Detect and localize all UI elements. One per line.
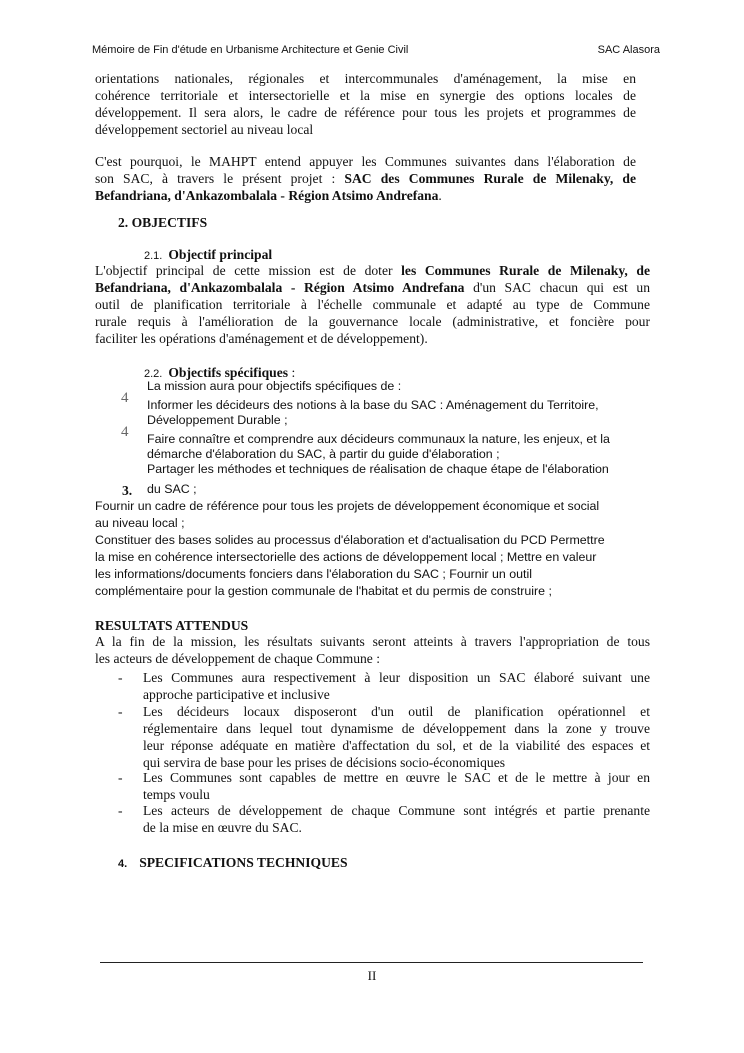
- text-line: [95, 279, 650, 296]
- text-line: les informations/documents fonciers dans l'élaboration du SAC ; Fournir un outil: [95, 567, 532, 581]
- spec-intro: La mission aura pour objectifs spécifiques de :: [147, 379, 402, 393]
- result-item-2: [143, 703, 650, 771]
- results-title: RESULTATS ATTENDUS: [95, 618, 249, 633]
- text-line: [95, 170, 636, 187]
- subsection-title: Objectifs spécifiques: [168, 365, 289, 380]
- list-dash: -: [118, 803, 123, 818]
- text-line: de la mise en œuvre du SAC.: [143, 820, 302, 835]
- bullet-glyph: 4: [121, 390, 129, 406]
- intro-paragraph-1: [95, 70, 636, 138]
- text-line: développement. Il sera alors, le cadre de référence pour tous les projets et programmes de: [95, 105, 636, 120]
- text-span: L'objectif principal de cette mission est de doter: [95, 263, 402, 278]
- text-line: Les Communes aura respectivement à leur disposition un SAC élaboré suivant une: [143, 670, 650, 685]
- section-4-heading: [118, 854, 348, 873]
- section-title: SPECIFICATIONS TECHNIQUES: [139, 855, 348, 870]
- results-intro: [95, 633, 650, 667]
- result-item-1: [143, 669, 650, 703]
- list-dash: -: [118, 770, 123, 785]
- text-line: démarche d'élaboration du SAC, à partir du guide d'élaboration ;: [147, 447, 500, 461]
- header-right: SAC Alasora: [597, 44, 660, 56]
- text-line: Les décideurs locaux disposeront d'un outil de planification opérationnel et: [143, 704, 650, 719]
- page-number: II: [367, 968, 377, 983]
- objectives-continuation: [95, 498, 605, 600]
- text-line: approche participative et inclusive: [143, 687, 330, 702]
- text-line: Les acteurs de développement de chaque Commune sont intégrés et partie prenante: [143, 803, 650, 818]
- text-line: Les Communes sont capables de mettre en œuvre le SAC et de le mettre à jour en: [143, 770, 650, 785]
- project-name-bold: SAC des Communes Rurale de Milenaky, de: [344, 171, 636, 186]
- section-number: 4.: [118, 858, 128, 870]
- intro-paragraph-2: [95, 153, 636, 204]
- text-line: faciliter les opérations d'aménagement et de développement).: [95, 331, 428, 346]
- text-line: [95, 262, 650, 279]
- bullet-glyph: 4: [121, 424, 129, 440]
- spec-item-3-line-2: du SAC ;: [147, 482, 197, 496]
- text-line: Informer les décideurs des notions à la base du SAC : Aménagement du Territoire,: [147, 398, 599, 412]
- spec-item-1: [147, 398, 599, 428]
- project-region-bold: Befandriana, d'Ankazombalala - Région Atsimo Andrefana: [95, 188, 439, 203]
- text-line: orientations nationales, régionales et intercommunales d'aménagement, la mise en: [95, 71, 636, 86]
- spec-item-3-line-1: Partager les méthodes et techniques de réalisation de chaque étape de l'élaboration: [147, 462, 609, 476]
- section-2-title: 2. OBJECTIFS: [118, 215, 208, 230]
- text-line: réglementaire dans lequel tout dynamisme de développement dans la zone y trouve: [143, 721, 650, 736]
- text-line: Constituer des bases solides au processus d'élaboration et d'actualisation du PCD Permettre: [95, 533, 605, 547]
- list-dash: -: [118, 704, 123, 719]
- text-span: :: [288, 365, 296, 380]
- text-span: .: [438, 188, 442, 203]
- text-line: rurale requis à l'amélioration de la gouvernance locale (administrative, et foncière pour: [95, 314, 650, 329]
- objective-main-paragraph: [95, 262, 650, 347]
- text-line: A la fin de la mission, les résultats suivants seront atteints à travers l'appropriation de tous: [95, 634, 650, 649]
- text-line: leur réponse adéquate en matière d'affectation du sol, et de la viabilité des espaces et: [143, 738, 650, 753]
- subsection-number: 2.2.: [144, 368, 163, 380]
- result-item-4: [143, 802, 650, 836]
- text-bold: Befandriana, d'Ankazombalala - Région Atsimo Andrefana: [95, 280, 465, 295]
- subsection-title: Objectif principal: [168, 247, 273, 262]
- spec-item-3-number: 3.: [122, 483, 133, 498]
- text-line: développement sectoriel au niveau local: [95, 122, 314, 137]
- text-line: [95, 187, 636, 204]
- spec-item-2: [147, 432, 610, 462]
- header-left: Mémoire de Fin d'étude en Urbanisme Architecture et Genie Civil: [92, 44, 409, 56]
- footer-rule: [100, 962, 643, 963]
- text-line: Développement Durable ;: [147, 413, 288, 427]
- text-line: Faire connaître et comprendre aux décideurs communaux la nature, les enjeux, et la: [147, 432, 610, 446]
- text-line: Fournir un cadre de référence pour tous les projets de développement économique et social: [95, 499, 600, 513]
- text-span: son SAC, à travers le présent projet :: [95, 171, 345, 186]
- text-line: les acteurs de développement de chaque Commune :: [95, 651, 380, 666]
- page-header: [92, 44, 660, 56]
- list-dash: -: [118, 670, 123, 685]
- text-line: outil de planification territoriale à l'échelle communale et adapté au type de Commune: [95, 297, 650, 312]
- text-line: temps voulu: [143, 787, 210, 802]
- result-item-3: [143, 769, 650, 803]
- text-span: d'un SAC chacun qui est un: [464, 280, 650, 295]
- subsection-number: 2.1.: [144, 250, 163, 262]
- text-line: au niveau local ;: [95, 516, 185, 530]
- text-line: cohérence territoriale et intersectorielle et la mise en synergie des options locales de: [95, 88, 636, 103]
- text-line: complémentaire pour la gestion communale de l'habitat et du permis de construire ;: [95, 584, 552, 598]
- text-line: la mise en cohérence intersectorielle des actions de développement local ; Mettre en valeur: [95, 550, 597, 564]
- text-line: qui servira de base pour les prises de décisions socio-économiques: [143, 755, 506, 770]
- text-line: C'est pourquoi, le MAHPT entend appuyer les Communes suivantes dans l'élaboration de: [95, 154, 636, 169]
- text-bold: les Communes Rurale de Milenaky, de: [401, 263, 650, 278]
